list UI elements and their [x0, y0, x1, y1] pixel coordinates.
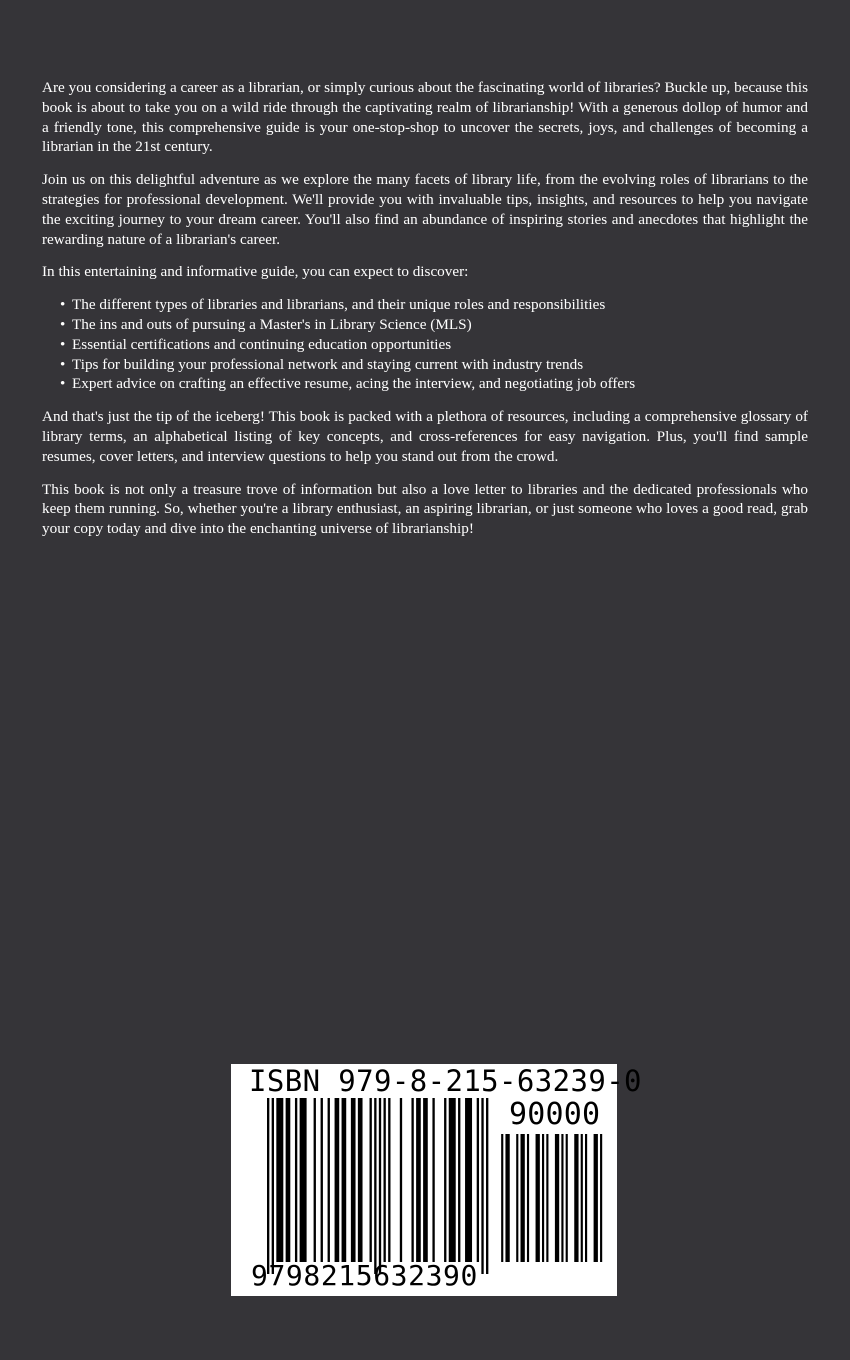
barcode-bar [314, 1098, 316, 1262]
blurb-paragraph-5: This book is not only a treasure trove of information but also a love letter to libraries and the dedicated professionals who keep them running. So, whether you're a library enthusiast, an aspiring librarian, or just someone who loves a good read, grab your copy today and dive into the enchanting universe of librarianship! [42, 480, 808, 538]
list-item-text: Essential certifications and continuing education opportunities [72, 335, 452, 353]
barcode-bar [342, 1098, 347, 1262]
barcode-bar [561, 1134, 563, 1262]
barcode-bar [594, 1134, 598, 1262]
ean-digits: 9798215632390 [251, 1259, 478, 1292]
barcode-bar [358, 1098, 363, 1262]
barcode-bar [351, 1098, 356, 1262]
barcode-bar [574, 1134, 578, 1262]
bullet-icon: • [60, 315, 66, 333]
list-item-text: The different types of libraries and librarians, and their unique roles and responsibilities [72, 296, 606, 314]
list-item-text: Tips for building your professional network and staying current with industry trends [72, 355, 584, 373]
barcode-bar [388, 1098, 390, 1262]
isbn-label: ISBN 979-8-215-63239-0 [249, 1064, 642, 1098]
barcode-bar [444, 1098, 446, 1262]
barcode-bar [566, 1134, 568, 1262]
list-item-text: Expert advice on crafting an effective resume, acing the interview, and negotiating job offers [72, 375, 636, 393]
bullet-icon: • [60, 296, 66, 314]
barcode-bar [432, 1098, 434, 1262]
barcode-bar [477, 1098, 479, 1262]
list-item [60, 335, 808, 355]
barcode-bar [505, 1134, 509, 1262]
barcode-bar [542, 1134, 544, 1262]
barcode-bar [486, 1098, 488, 1274]
barcode-bar [400, 1098, 402, 1262]
blurb-paragraph-2: Join us on this delightful adventure as we explore the many facets of library life, from the evolving roles of librarians to the strategies for professional development. We'll provide you with invaluable tips, insights, and resources to help you navigate the exciting journey to your dream career. You'll also find an abundance of inspiring stories and anecdotes that highlight the rewarding nature of a librarian's career. [42, 171, 808, 248]
barcode-bar [458, 1098, 460, 1262]
barcode-bar [321, 1098, 323, 1262]
barcode-bar [423, 1098, 428, 1262]
barcode-bar [501, 1134, 503, 1262]
barcode-bar [335, 1098, 340, 1262]
blurb-paragraph-1: Are you considering a career as a librarian, or simply curious about the fascinating world of libraries? Buckle up, because this book is about to take you on a wild ride through the captivating realm of librarianship! With a generous dollop of humor and a friendly tone, this comprehensive guide is your one-stop-shop to uncover the secrets, joys, and challenges of becoming a librarian in the 21st century. [42, 79, 808, 156]
barcode-bar [536, 1134, 540, 1262]
barcode-bar [272, 1098, 274, 1274]
barcode-bar [300, 1098, 307, 1262]
blurb-paragraph-4: And that's just the tip of the iceberg! This book is packed with a plethora of resources, including a comprehensive glossary of library terms, an alphabetical listing of key concepts, and cross-references for easy navigation. Plus, you'll find sample resumes, cover letters, and interview questions to help you stand out from the crowd. [42, 408, 808, 465]
barcode-bar [585, 1134, 587, 1262]
barcode-bar [527, 1134, 529, 1262]
barcode-bar [449, 1098, 456, 1262]
list-item [60, 315, 808, 335]
blurb-paragraph-3: In this entertaining and informative guide, you can expect to discover: [42, 263, 469, 281]
barcode-bar [267, 1098, 269, 1274]
barcode-bar [546, 1134, 548, 1262]
bullet-icon: • [60, 335, 66, 353]
blurb-text [42, 78, 808, 552]
bullet-icon: • [60, 355, 66, 373]
bullet-icon: • [60, 375, 66, 393]
list-item [60, 355, 808, 375]
barcode-bar [516, 1134, 518, 1262]
discover-list [42, 295, 808, 394]
price-code: 90000 [509, 1097, 601, 1132]
barcode-bar [374, 1098, 376, 1274]
barcode-bar [384, 1098, 386, 1262]
list-item [60, 295, 808, 315]
barcode-bar [416, 1098, 421, 1262]
barcode-bar [286, 1098, 291, 1262]
barcode-bar [379, 1098, 381, 1274]
barcode-bar [555, 1134, 559, 1262]
barcode-bar [481, 1098, 483, 1274]
barcode-bar [521, 1134, 525, 1262]
barcode-bar [411, 1098, 413, 1262]
barcode-bar [328, 1098, 330, 1262]
barcode-bar [295, 1098, 297, 1262]
list-item [60, 374, 808, 394]
list-item-text: The ins and outs of pursuing a Master's in Library Science (MLS) [72, 315, 472, 333]
barcode-bar [600, 1134, 602, 1262]
barcode-bar [276, 1098, 283, 1262]
barcode-bar [581, 1134, 583, 1262]
barcode-bar [465, 1098, 472, 1262]
isbn-barcode [231, 1064, 642, 1296]
barcode-bar [370, 1098, 372, 1262]
